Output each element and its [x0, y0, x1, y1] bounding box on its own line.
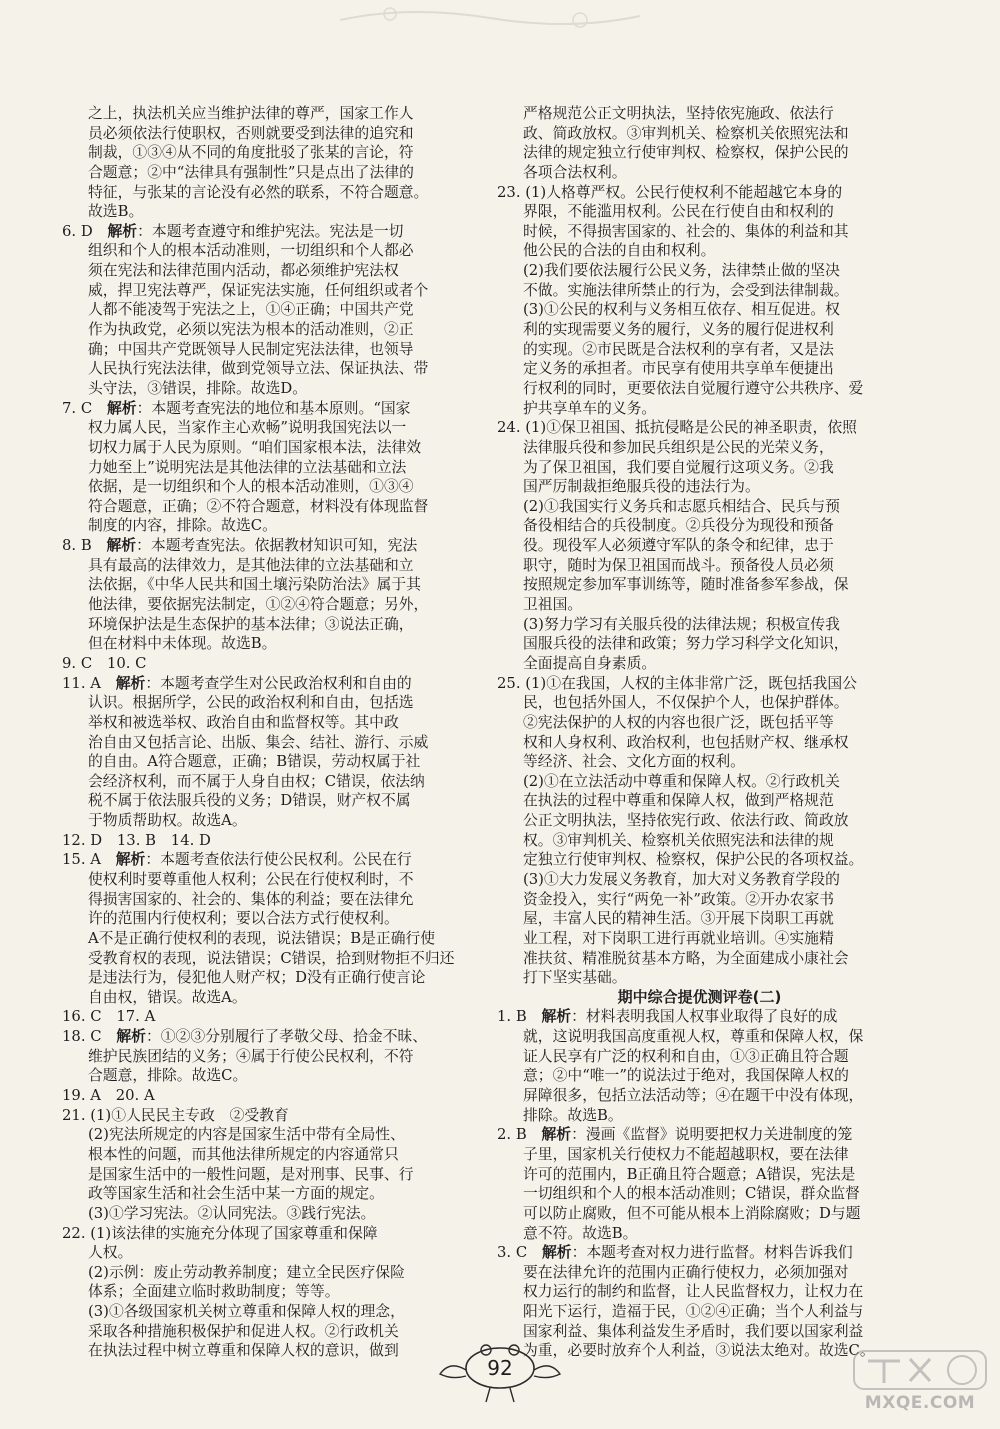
answer-line: 法律服兵役和参加民兵组织是公民的光荣义务，	[523, 438, 834, 456]
answer-line: 16. C 17. A	[62, 1008, 156, 1026]
answer-line: 25. (1)①在我国，人权的主体非常广泛，既包括我国公	[497, 674, 857, 692]
answer-line: 备役相结合的兵役制度。②兵役分为现役和预备	[523, 517, 834, 535]
watermark-url: MXQE.COM	[864, 1393, 976, 1413]
answer-line: 6. D 解析：本题考查遵守和维护宪法。宪法是一切	[62, 222, 404, 240]
answer-line: 他公民的合法的自由和权利。	[523, 242, 716, 260]
answer-line: 确；中国共产党既领导人民制定宪法法律，也领导	[88, 340, 414, 358]
answer-line: 19. A 20. A	[62, 1087, 155, 1105]
answer-line: 15. A 解析：本题考查依法行使公民权利。公民在行	[62, 851, 412, 869]
answer-line: 人民执行宪法法律，做到党领导立法、保证执法、带	[88, 360, 429, 378]
right-answer-column	[497, 104, 902, 1361]
analysis-keyword: 解析	[115, 674, 146, 692]
answer-line: 符合题意，正确；②不符合题意，材料没有体现监督	[88, 497, 429, 515]
answer-line: 员必须依法行使职权，否则就要受到法律的追究和	[88, 124, 414, 142]
answer-line: 严格规范公正文明执法，坚持依宪施政、依法行	[523, 105, 834, 122]
answer-line: 权。③审判机关、检察机关依照宪法和法律的规	[523, 831, 834, 849]
answer-line: 具有最高的法律效力，是其他法律的立法基础和立	[88, 556, 414, 574]
answer-line: A不是正确行使权利的表现，说法错误；B是正确行使	[88, 929, 436, 947]
answer-line: 头守法，③错误，排除。故选D。	[88, 379, 308, 397]
answer-line: 12. D 13. B 14. D	[62, 831, 211, 849]
answer-line: 权和人身权利、政治权利，也包括财产权、继承权	[523, 733, 849, 751]
answer-line: 1. B 解析：材料表明我国人权事业取得了良好的成	[497, 1008, 838, 1026]
answer-line: 屏障很多，包括立法活动等；④在题干中没有体现，	[523, 1087, 864, 1105]
answer-line: 特征，与张某的言论没有必然的联系，不符合题意。	[88, 183, 429, 201]
answer-line: 阳光下运行，造福于民，①②④正确；当个人利益与	[523, 1303, 864, 1321]
analysis-keyword: 解析	[541, 1008, 572, 1026]
answer-line: 于物质帮助权。故选A。	[88, 812, 247, 830]
answer-line: 税不属于依法服兵役的义务；D错误，财产权不属	[88, 792, 411, 810]
answer-line: 得损害国家的、社会的、集体的利益；要在法律允	[88, 890, 414, 908]
answer-line: 9. C 10. C	[62, 654, 147, 672]
answer-line: 打下坚实基础。	[523, 969, 627, 987]
answer-line: 依据，是一切组织和个人的根本活动准则，①③④	[88, 478, 414, 496]
answer-line: 采取各种措施积极保护和促进人权。②行政机关	[88, 1322, 399, 1340]
answer-line: 全面提高自身素质。	[523, 654, 657, 672]
answer-line: 的自由。A符合题意，正确；B错误，劳动权属于社	[88, 753, 421, 771]
answer-line: 维护民族团结的义务；④属于行使公民权利，不符	[88, 1047, 414, 1065]
answer-line: (3)①公民的权利与义务相互依存、相互促进。权	[523, 301, 840, 319]
analysis-keyword: 解析	[106, 537, 137, 555]
answer-line: 是国家生活中的一般性问题，是对刑事、民事、行	[88, 1165, 414, 1183]
answer-line: 法依据，《中华人民共和国土壤污染防治法》属于其	[88, 576, 421, 594]
answer-line: 制裁，①③④从不同的角度批驳了张某的言论，符	[88, 144, 414, 162]
answer-line: ②宪法保护的人权的内容也很广泛，既包括平等	[523, 713, 834, 731]
answer-line: 力她至上”说明宪法是其他法律的立法基础和立法	[88, 458, 407, 476]
answer-line: 是违法行为，侵犯他人财产权；D没有正确行使言论	[88, 969, 426, 987]
answer-line: 使权利时要尊重他人权利；公民在行使权利时，不	[88, 870, 414, 888]
answer-line: 治自由又包括言论、出版、集会、结社、游行、示威	[88, 733, 429, 751]
answer-line: 2. B 解析：漫画《监督》说明要把权力关进制度的笼	[497, 1126, 853, 1144]
answer-line: (2)①在立法活动中尊重和保障人权。②行政机关	[523, 772, 840, 790]
answer-line: 须在宪法和法律范围内活动，都必须维护宪法权	[88, 262, 399, 280]
answer-line: 国服兵役的法律和政策；努力学习科学文化知识，	[523, 635, 849, 653]
answer-line: 公正文明执法，坚持依宪行政、依法行政、简政放	[523, 812, 849, 830]
answer-line: 人都不能凌驾于宪法之上，①④正确；中国共产党	[88, 301, 414, 319]
answer-line: 合题意，排除。故选C。	[88, 1067, 248, 1085]
answer-line: 故选B。	[88, 203, 144, 221]
analysis-keyword: 解析	[107, 222, 138, 240]
answer-line: 权力运行的制约和监督，让人民监督权力，让权力在	[523, 1283, 864, 1301]
answer-line: 可以防止腐败，但不可能从根本上消除腐败；D与题	[523, 1204, 861, 1222]
answer-line: 定义务的承担者。市民享有使用共享单车便捷出	[523, 360, 834, 378]
answer-line: 子里，国家机关行使权力不能超越职权，要在法律	[523, 1145, 849, 1163]
answer-line: (3)①各级国家机关树立尊重和保障人权的理念，	[88, 1303, 405, 1321]
answer-line: 之上，执法机关应当维护法律的尊严，国家工作人	[88, 105, 414, 122]
answer-line: 7. C 解析：本题考查宪法的地位和基本原则。“国家	[62, 399, 411, 417]
answer-line: 民，也包括外国人，不仅保护个人，也保护群体。	[523, 694, 849, 712]
answer-line: 意；②中“唯一”的说法过于绝对，我国保障人权的	[523, 1067, 849, 1085]
answer-line: 组织和个人的根本活动准则，一切组织和个人都必	[88, 242, 414, 260]
answer-line: 时候，不得损害国家的、社会的、集体的利益和其	[523, 222, 849, 240]
answer-line: 资金投入，实行“两免一补”政策。②开办农家书	[523, 890, 835, 908]
answer-line: 但在材料中未体现。故选B。	[88, 635, 277, 653]
answer-line: 体系；全面建立临时救助制度；等等。	[88, 1283, 340, 1301]
analysis-keyword: 解析	[541, 1126, 572, 1144]
answer-line: 举权和被选举权、政治自由和监督权等。其中政	[88, 713, 399, 731]
answer-line: 认识。根据所学，公民的政治权利和自由，包括选	[88, 694, 414, 712]
answer-line: 21. (1)①人民民主专政 ②受教育	[62, 1106, 289, 1124]
answer-line: (2)①我国实行义务兵和志愿兵相结合、民兵与预	[523, 497, 840, 515]
answer-line: 为了保卫祖国，我们要自觉履行这项义务。②我	[523, 458, 834, 476]
answer-line: 法律的规定独立行使审判权、检察权，保护公民的	[523, 144, 849, 162]
answer-line: 政等国家生活和社会生活中某一方面的规定。	[88, 1185, 384, 1203]
answer-line: 证人民享有广泛的权利和自由，①③正确且符合题	[523, 1047, 849, 1065]
answer-line: 定独立行使审判权、检察权，保护公民的各项权益。	[523, 851, 864, 869]
answer-line: 不做。实施法律所禁止的行为，会受到法律制裁。	[523, 281, 849, 299]
answer-line: 在执法的过程中尊重和保障人权，做到严格规范	[523, 792, 834, 810]
page-number: 92	[487, 1356, 513, 1380]
watermark	[850, 1345, 990, 1420]
answer-line: 8. B 解析：本题考查宪法。依据教材知识可知，宪法	[62, 537, 418, 555]
answer-line: 意不符。故选B。	[523, 1224, 638, 1242]
analysis-keyword: 解析	[541, 1244, 572, 1262]
answer-line: 他法律，要依据宪法制定，①②④符合题意；另外，	[88, 596, 429, 614]
answer-line: 护共享单车的义务。	[523, 399, 657, 417]
answer-line: 役。现役军人必须遵守军队的条令和纪律，忠于	[523, 537, 834, 555]
answer-line: 行权利的同时，更要依法自觉履行遵守公共秩序、爱	[523, 379, 864, 397]
answer-line: 在执法过程中树立尊重和保障人权的意识，做到	[88, 1342, 399, 1360]
answer-line: (2)我们要依法履行公民义务，法律禁止做的坚决	[523, 262, 840, 280]
answer-line: 24. (1)①保卫祖国、抵抗侵略是公民的神圣职责，依照	[497, 419, 857, 437]
answer-line: 准扶贫、精准脱贫基本方略，为全面建成小康社会	[523, 949, 849, 967]
answer-line: 合题意；②中“法律具有强制性”只是点出了法律的	[88, 163, 414, 181]
answer-line: 根本性的问题，而其他法律所规定的内容通常只	[88, 1145, 399, 1163]
answer-line: 要在法律允许的范围内正确行使权力，必须加强对	[523, 1263, 849, 1281]
watermark-logo-icon	[850, 1345, 990, 1395]
answer-line: 威，捍卫宪法尊严，保证宪法实施，任何组织或者个	[88, 281, 429, 299]
answer-line: 职守，随时为保卫祖国而战斗。预备役人员必须	[523, 556, 834, 574]
answer-line: 18. C 解析：①②③分别履行了孝敬父母、拾金不昧、	[62, 1028, 428, 1046]
analysis-keyword: 解析	[116, 1028, 146, 1046]
answer-line: 利的实现需要义务的履行，义务的履行促进权利	[523, 321, 834, 339]
answer-line: 自由权，错误。故选A。	[88, 988, 247, 1006]
answer-line: 环境保护法是生态保护的基本法律；③说法正确，	[88, 615, 414, 633]
answer-line: 会经济权利，而不属于人身自由权；C错误，依法纳	[88, 772, 425, 790]
answer-line: (2)示例：废止劳动教养制度；建立全民医疗保险	[88, 1263, 405, 1281]
faded-stamp-graphic	[330, 0, 650, 40]
answer-line: 排除。故选B。	[523, 1106, 623, 1124]
answer-line: (3)努力学习有关服兵役的法律法规；积极宣传我	[523, 615, 840, 633]
answer-line: 各项合法权利。	[523, 163, 627, 181]
answer-line: 卫祖国。	[523, 596, 583, 614]
answer-line: 制度的内容，排除。故选C。	[88, 517, 277, 535]
answer-line: 许的范围内行使权利；要以合法方式行使权利。	[88, 910, 399, 928]
answer-line: 业工程，对下岗职工进行再就业培训。④实施精	[523, 929, 834, 947]
answer-line: 3. C 解析：本题考查对权力进行监督。材料告诉我们	[497, 1244, 853, 1262]
answer-line: 23. (1)人格尊严权。公民行使权利不能超越它本身的	[497, 183, 843, 201]
answer-line: 界限，不能滥用权利。公民在行使自由和权利的	[523, 203, 834, 221]
answer-line: 受教育权的表现，说法错误；C错误，拾到财物拒不归还	[88, 949, 455, 967]
section-heading: 期中综合提优测评卷(二)	[617, 987, 782, 1006]
analysis-keyword: 解析	[106, 399, 137, 417]
answer-line: 11. A 解析：本题考查学生对公民政治权利和自由的	[62, 674, 412, 692]
answer-line: 等经济、社会、文化方面的权利。	[523, 753, 745, 771]
answer-line: 屋，丰富人民的精神生活。③开展下岗职工再就	[523, 910, 834, 928]
answer-line: 为重，必要时放弃个人利益，③说法太绝对。故选C。	[523, 1342, 875, 1360]
answer-line: 人权。	[88, 1244, 133, 1262]
answer-line: 作为执政党，必须以宪法为根本的活动准则，②正	[88, 321, 414, 339]
left-answer-column	[62, 104, 467, 1361]
answer-line: (3)①学习宪法。②认同宪法。③践行宪法。	[88, 1204, 376, 1222]
answer-line: 按照规定参加军事训练等，随时准备参军参战，保	[523, 576, 849, 594]
answer-line: (2)宪法所规定的内容是国家生活中带有全局性、	[88, 1126, 405, 1144]
answer-line: 的实现。②市民既是合法权利的享有者，又是法	[523, 340, 834, 358]
answer-line: (3)①大力发展义务教育，加大对义务教育学段的	[523, 870, 840, 888]
answer-line: 政、简政放权。③审判机关、检察机关依照宪法和	[523, 124, 849, 142]
answer-line: 国家利益、集体利益发生矛盾时，我们要以国家利益	[523, 1322, 864, 1340]
answer-line: 就，这说明我国高度重视人权，尊重和保障人权，保	[523, 1028, 864, 1046]
answer-line: 权力属人民，当家作主心欢畅”说明我国宪法以一	[88, 419, 407, 437]
answer-line: 国严厉制裁拒绝服兵役的违法行为。	[523, 478, 760, 496]
answer-line: 22. (1)该法律的实施充分体现了国家尊重和保障	[62, 1224, 378, 1242]
answer-line: 切权力属于人民为原则。“咱们国家根本法，法律效	[88, 438, 422, 456]
analysis-keyword: 解析	[115, 851, 146, 869]
answer-line: 许可的范围内，B正确且符合题意；A错误，宪法是	[523, 1165, 856, 1183]
answer-line: 一切组织和个人的根本活动准则；C错误，群众监督	[523, 1185, 860, 1203]
